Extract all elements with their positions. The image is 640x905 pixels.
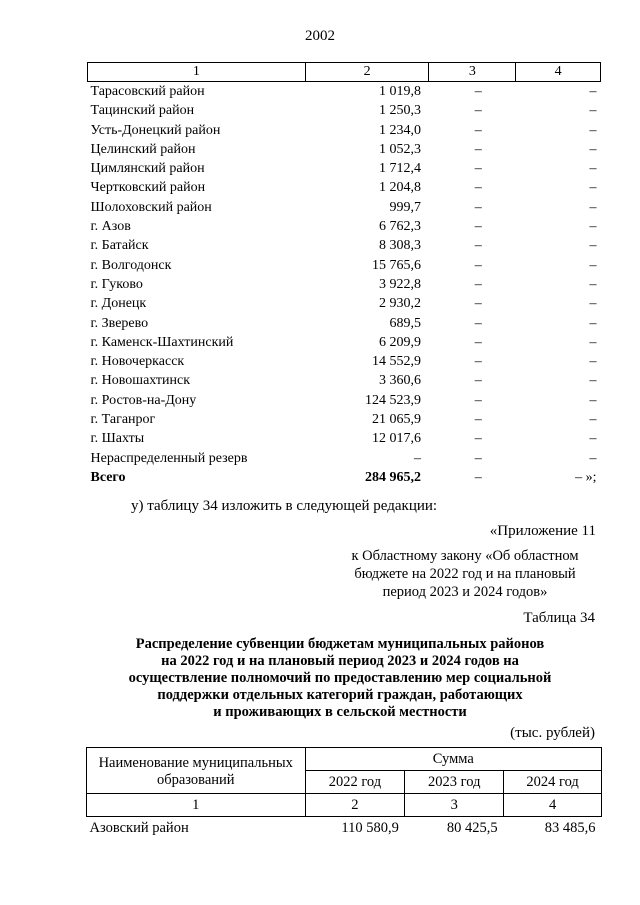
- amount-value: –: [474, 122, 482, 138]
- amount-value: –: [589, 219, 597, 235]
- amount-value: 15 765,6: [371, 257, 421, 273]
- total-label: Всего: [90, 469, 126, 485]
- amount-2024: 83 485,6: [544, 819, 596, 836]
- amount-value: –: [474, 238, 482, 254]
- column-number-4: 4: [504, 794, 602, 817]
- amount-value: –: [474, 431, 482, 447]
- table-row: [88, 294, 601, 313]
- total-value: 284 965,2: [364, 469, 421, 485]
- table-row: [88, 256, 601, 275]
- municipality-name: г. Азов: [90, 219, 131, 235]
- amount-value: –: [474, 257, 482, 273]
- amount-value: –: [589, 334, 597, 350]
- amount-value: –: [474, 354, 482, 370]
- municipality-name: г. Шахты: [90, 431, 145, 447]
- column-number-2: 2: [305, 794, 405, 817]
- municipality-name: Азовский район: [89, 819, 189, 836]
- table-row: [88, 371, 601, 390]
- amount-value: 6 762,3: [378, 219, 421, 235]
- amount-value: –: [589, 103, 597, 119]
- column-number-1: 1: [87, 794, 306, 817]
- amount-value: –: [589, 450, 597, 466]
- amount-value: 21 065,9: [371, 412, 421, 428]
- table-row: [88, 82, 601, 102]
- appendix-reference-line: период 2023 и 2024 годов»: [382, 584, 548, 600]
- amount-value: –: [474, 373, 482, 389]
- amount-value: –: [474, 161, 482, 177]
- year-header-2022: 2022 год: [305, 771, 405, 794]
- amount-value: –: [474, 450, 482, 466]
- table-row: [88, 391, 601, 410]
- table-row: [88, 429, 601, 448]
- municipality-name: Тацинский район: [90, 103, 195, 119]
- page-number: 2002: [305, 28, 335, 44]
- table-row: [88, 101, 601, 120]
- amount-value: –: [474, 276, 482, 292]
- municipality-name: Чертковский район: [90, 180, 206, 196]
- heading-line: Распределение субвенции бюджетам муниципальных районов: [135, 636, 545, 652]
- total-value: – »;: [575, 469, 597, 485]
- year-header-2023: 2023 год: [405, 771, 504, 794]
- amount-value: –: [413, 450, 421, 466]
- header-line: Наименование муниципальных: [98, 754, 293, 771]
- amount-value: –: [589, 412, 597, 428]
- amount-value: –: [589, 141, 597, 157]
- amount-value: –: [474, 199, 482, 215]
- amount-value: 999,7: [389, 199, 421, 215]
- amount-value: –: [589, 122, 597, 138]
- municipality-name: г. Ростов-на-Дону: [90, 392, 197, 408]
- amount-value: 2 930,2: [378, 296, 421, 312]
- municipality-name: Нераспределенный резерв: [90, 450, 248, 466]
- municipality-name: г. Новочеркасск: [90, 354, 185, 370]
- amount-value: –: [474, 84, 482, 99]
- municipality-name: Целинский район: [90, 141, 196, 157]
- amount-value: 6 209,9: [378, 334, 421, 350]
- units-label: (тыс. рублей): [510, 725, 595, 741]
- amount-value: 1 250,3: [378, 103, 421, 119]
- municipality-column-header: [87, 748, 306, 794]
- table-heading: [110, 636, 570, 721]
- table-row: [88, 198, 601, 217]
- table-row: [88, 410, 601, 429]
- amount-value: –: [589, 354, 597, 370]
- amount-value: –: [589, 431, 597, 447]
- amount-value: –: [589, 180, 597, 196]
- table-row: [88, 314, 601, 333]
- amount-value: –: [474, 315, 482, 331]
- appendix-reference-line: бюджете на 2022 год и на плановый: [354, 566, 576, 582]
- amount-value: 1 019,8: [378, 84, 421, 99]
- amount-value: –: [589, 257, 597, 273]
- amount-2022: 110 580,9: [341, 819, 399, 836]
- amount-value: 1 052,3: [378, 141, 421, 157]
- amount-value: –: [589, 161, 597, 177]
- sum-column-header: Сумма: [305, 748, 602, 771]
- municipality-name: г. Зверево: [90, 315, 149, 331]
- heading-line: поддержки отдельных категорий граждан, работающих: [157, 687, 523, 703]
- header-line: образований: [156, 771, 235, 788]
- table-row: [88, 352, 601, 371]
- amount-value: –: [474, 296, 482, 312]
- table-row: [88, 140, 601, 159]
- amount-value: 3 360,6: [378, 373, 421, 389]
- table-number: Таблица 34: [523, 610, 595, 626]
- total-value: –: [474, 469, 482, 485]
- appendix-title: «Приложение 11: [489, 523, 596, 539]
- municipality-name: г. Батайск: [90, 238, 149, 254]
- amount-value: –: [589, 373, 597, 389]
- amount-value: –: [589, 296, 597, 312]
- amount-value: –: [474, 334, 482, 350]
- column-number-3: 3: [429, 63, 516, 82]
- table-row: [88, 449, 601, 468]
- table-row: [88, 333, 601, 352]
- municipality-name: г. Каменск-Шахтинский: [90, 334, 234, 350]
- table-row: [88, 159, 601, 178]
- amount-value: –: [589, 392, 597, 408]
- column-number-4: 4: [516, 63, 601, 82]
- amount-value: –: [589, 84, 597, 99]
- table-row: [87, 817, 602, 840]
- municipality-name: г. Волгодонск: [90, 257, 172, 273]
- column-number-3: 3: [405, 794, 504, 817]
- amount-value: –: [589, 315, 597, 331]
- amount-value: –: [589, 199, 597, 215]
- municipality-name: Тарасовский район: [90, 84, 205, 99]
- column-number-1: 1: [88, 63, 306, 82]
- column-number-2: 2: [305, 63, 429, 82]
- amount-value: –: [474, 392, 482, 408]
- municipality-name: Цимлянский район: [90, 161, 205, 177]
- municipality-name: Усть-Донецкий район: [90, 122, 221, 138]
- amount-value: 14 552,9: [371, 354, 421, 370]
- municipality-name: Шолоховский район: [90, 199, 212, 215]
- amount-value: 12 017,6: [371, 431, 421, 447]
- heading-line: и проживающих в сельской местности: [213, 704, 467, 720]
- municipality-name: г. Таганрог: [90, 412, 156, 428]
- heading-line: осуществление полномочий по предоставлению мер социальной: [128, 670, 552, 686]
- table-header-row: [87, 748, 602, 771]
- municipality-name: г. Донецк: [90, 296, 147, 312]
- amount-value: 689,5: [389, 315, 421, 331]
- table-row: [88, 236, 601, 255]
- table-row: [88, 121, 601, 140]
- amount-value: –: [474, 412, 482, 428]
- amount-value: –: [589, 238, 597, 254]
- amount-value: 8 308,3: [378, 238, 421, 254]
- appendix-reference: [330, 547, 600, 601]
- amount-value: 1 712,4: [378, 161, 421, 177]
- column-numbers-row: [87, 794, 602, 817]
- amount-value: –: [474, 180, 482, 196]
- subsidy-table-continued: [87, 62, 601, 487]
- amount-value: –: [474, 141, 482, 157]
- amount-value: –: [474, 103, 482, 119]
- amount-2023: 80 425,5: [446, 819, 498, 836]
- heading-line: на 2022 год и на плановый период 2023 и 2024 годов на: [161, 653, 519, 669]
- table-header-row: [88, 63, 601, 82]
- municipality-name: г. Гуково: [90, 276, 143, 292]
- amendment-instruction: у) таблицу 34 изложить в следующей редакции:: [131, 498, 438, 514]
- appendix-reference-line: к Областному закону «Об областном: [351, 548, 579, 564]
- table-row: [88, 217, 601, 236]
- year-header-2024: 2024 год: [504, 771, 602, 794]
- table-row: [88, 178, 601, 197]
- amount-value: 1 204,8: [378, 180, 421, 196]
- subvention-table: [86, 747, 602, 839]
- table-row: [88, 275, 601, 294]
- amount-value: –: [474, 219, 482, 235]
- municipality-name: г. Новошахтинск: [90, 373, 191, 389]
- amount-value: –: [589, 276, 597, 292]
- total-row: [88, 468, 601, 487]
- amount-value: 124 523,9: [364, 392, 421, 408]
- amount-value: 1 234,0: [378, 122, 421, 138]
- amount-value: 3 922,8: [378, 276, 421, 292]
